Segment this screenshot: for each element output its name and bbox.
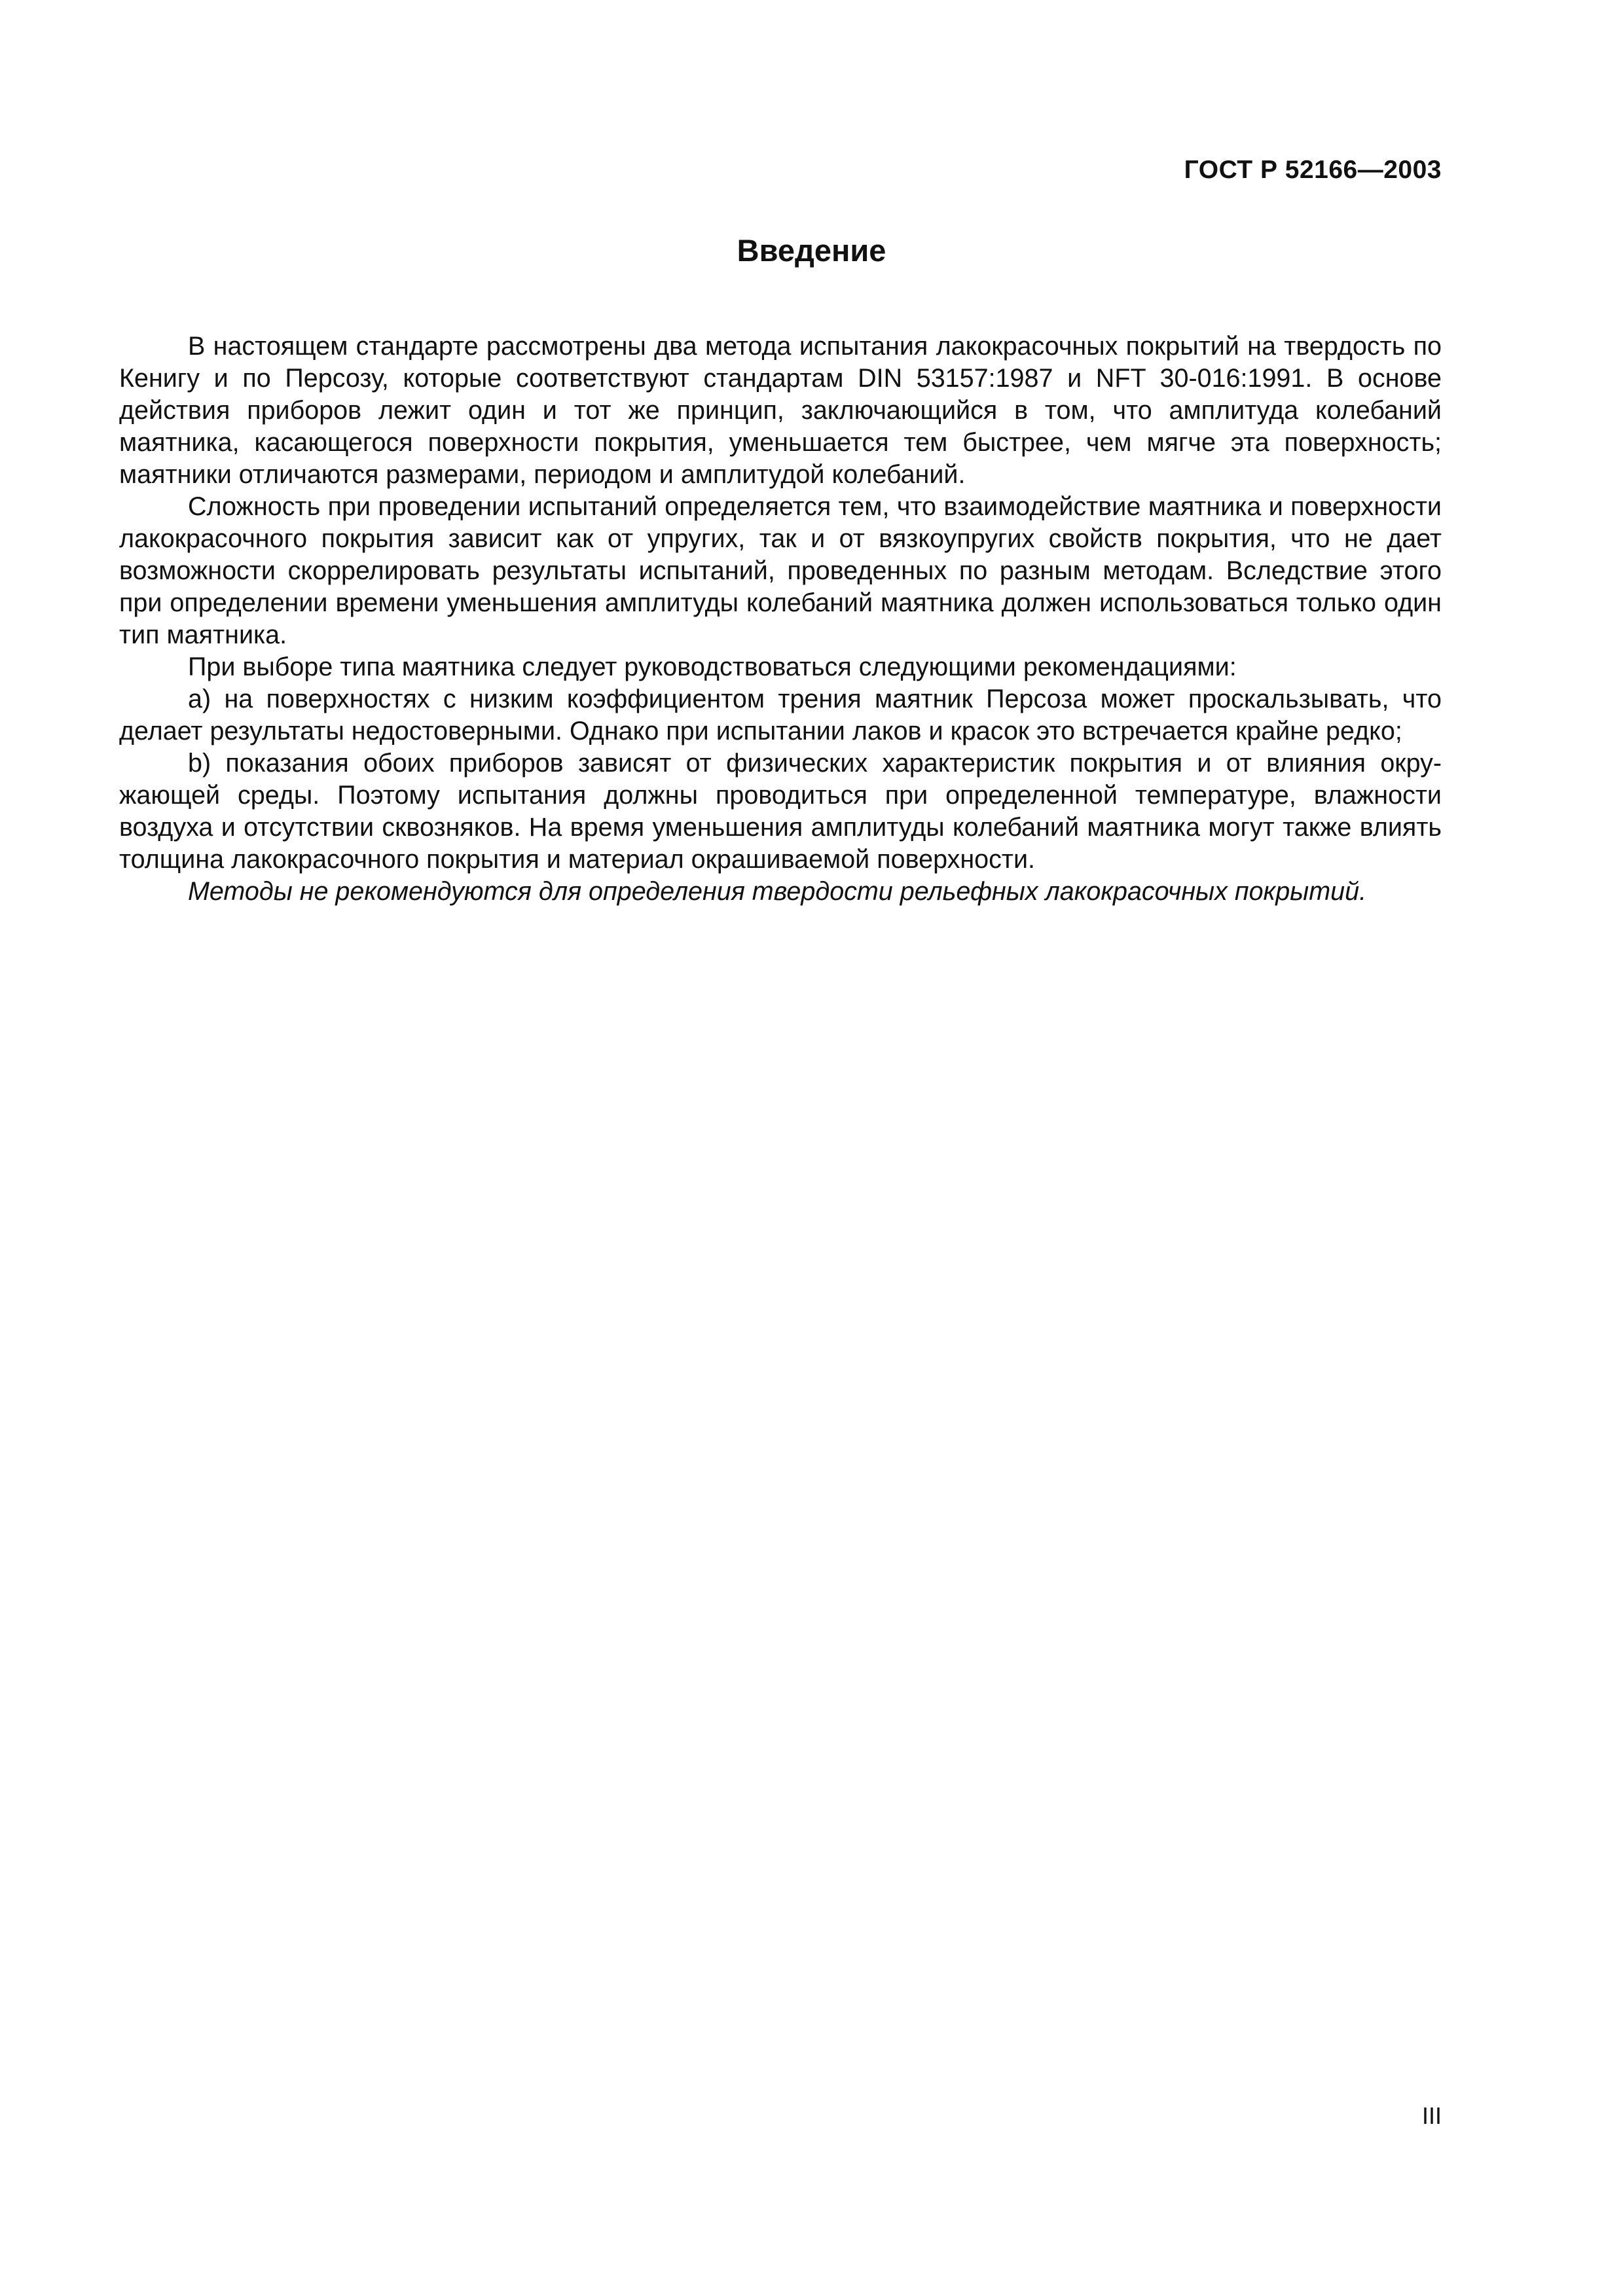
list-item-b: b) показания обоих приборов зависят от физических характеристик покрытия и от влияния окружающей среды. Поэтому испытания должны проводиться при определенной температуре, влажности воздуха и отсутствии сквозняков. На время уменьшения амплитуды колебаний маятника могут также влиять толщина лакокрасочного покрытия и материал окрашиваемой поверхности. — [119, 749, 1442, 874]
list-item-a: a) на поверхностях с низким коэффициентом трения маятник Персоза может проскальзывать, что делает результаты недостоверными. Однако при испытании лаков и красок это встречается крайне редко; — [119, 685, 1442, 745]
page-number: III — [1421, 2102, 1442, 2129]
paragraph-intro: В настоящем стандарте рассмотрены два метода испытания лакокрасочных покрытий на твердость по Кенигу и по Персозу, которые соответствуют стандартам DIN 53157:1987 и NFT 30-016:1991. В основе действия приборов лежит один и тот же принцип, заключающийся в том, что амплитуда колебаний маятника, касающегося поверхности покрытия, уменьшается тем быстрее, чем мягче эта поверхность; маятники отличаются размерами, периодом и амплитудой колебаний. — [119, 332, 1442, 489]
section-title: Введение — [737, 233, 886, 268]
body-text — [119, 331, 1442, 908]
closing-note: Методы не рекомендуются для определения твердости рельефных лакокрасочных покрытий. — [188, 877, 1367, 906]
paragraph-complexity: Сложность при проведении испытаний определяется тем, что взаимодействие маятника и поверхности лакокрасочного покрытия зависит как от упругих, так и от вязкоупругих свойств покрытия, что не дает возможности скоррелировать результаты испытаний, проведенных по разным методам. Вследствие этого при определении времени уменьшения амплитуды колебаний маятника должен использоваться только один тип маятника. — [119, 492, 1442, 649]
document-code: ГОСТ Р 52166—2003 — [1184, 156, 1442, 184]
paragraph-recommendations: При выборе типа маятника следует руководствоваться следующими рекомендациями: — [188, 653, 1237, 681]
